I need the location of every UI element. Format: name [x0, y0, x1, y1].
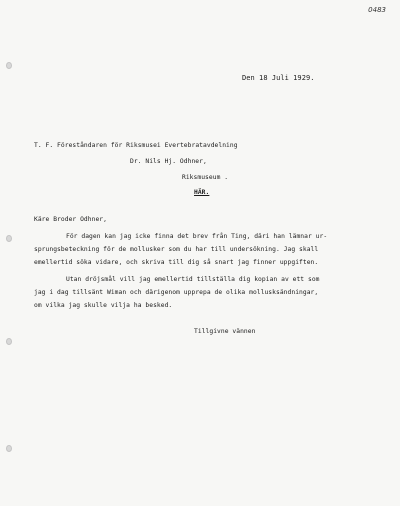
paragraph-1-line: sprungsbeteckning för de mollusker som du har till undersökning. Jag skall	[34, 246, 319, 253]
recipient-name: Dr. Nils Hj. Odhner,	[130, 158, 207, 165]
recipient-institution: Riksmuseum .	[182, 174, 229, 181]
paragraph-2-line: jag i dag tillsänt Wiman och därigenom upprepa de olika mollusksändningar,	[34, 289, 319, 296]
paragraph-2-line: om vilka jag skulle vilja ha besked.	[34, 302, 173, 309]
paragraph-1-line: emellertid söka vidare, och skriva till dig så snart jag finner uppgiften.	[34, 259, 319, 266]
recipient-title: T. F. Föreståndaren för Riksmusei Evertebratavdelning	[34, 142, 238, 149]
page-number: 0483	[368, 6, 386, 14]
recipient-location: HÄR.	[194, 189, 210, 196]
closing: Tillgivne vännen	[194, 328, 256, 335]
punch-hole	[6, 338, 12, 345]
punch-hole	[6, 62, 12, 69]
salutation: Käre Broder Odhner,	[34, 216, 107, 223]
punch-hole	[6, 235, 12, 242]
punch-hole	[6, 445, 12, 452]
paragraph-2-line: Utan dröjsmål vill jag emellertid tillställa dig kopian av ett som	[66, 276, 320, 283]
letter-date: Den 18 Juli 1929.	[242, 74, 315, 82]
paragraph-1-line: För dagen kan jag icke finna det brev från Ting, däri han lämnar ur-	[66, 233, 328, 240]
